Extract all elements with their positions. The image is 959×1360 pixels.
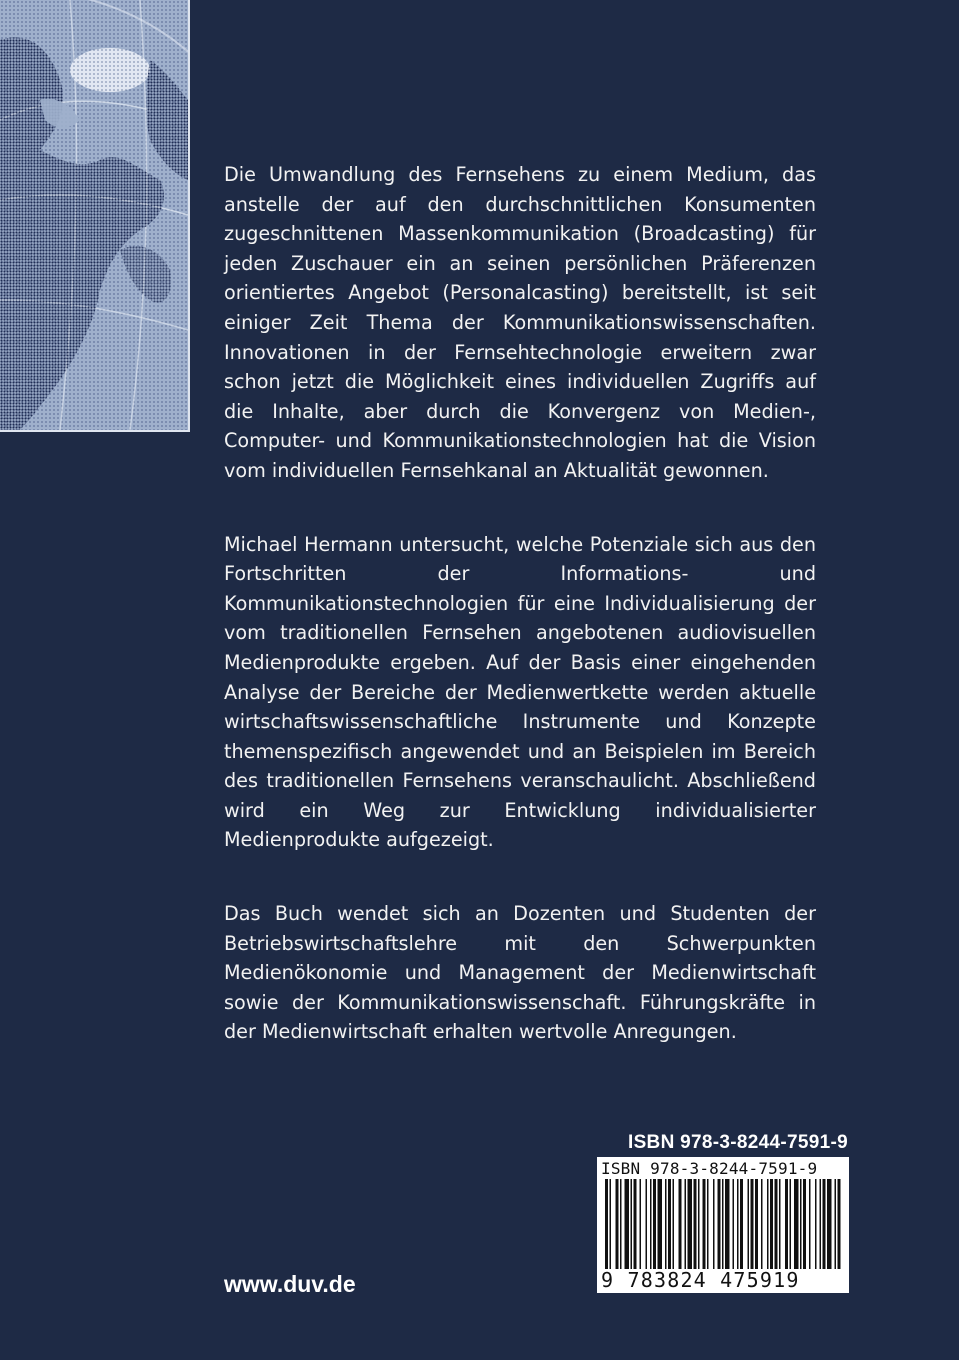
barcode-bar (640, 1179, 642, 1275)
barcode-bar (761, 1179, 763, 1275)
barcode-bar (685, 1179, 687, 1275)
barcode-bar (790, 1179, 792, 1275)
barcode-bar (775, 1179, 778, 1275)
barcode-bar (718, 1179, 721, 1275)
barcode-digits: 9 783824 475919 (601, 1269, 845, 1291)
isbn-barcode (597, 1157, 849, 1293)
barcode-bar (610, 1179, 612, 1275)
barcode-bar (737, 1179, 739, 1275)
barcode-bar (794, 1179, 799, 1275)
barcode-bar (809, 1179, 811, 1275)
barcode-bar (823, 1179, 826, 1275)
barcode-bar (722, 1179, 724, 1275)
barcode-bar (779, 1179, 781, 1275)
publisher-url: www.duv.de (224, 1271, 356, 1297)
barcode-bar (673, 1179, 675, 1275)
barcode-bar (679, 1179, 682, 1275)
barcode-bar (733, 1179, 735, 1275)
barcode-bar (755, 1179, 758, 1275)
barcode-bar (665, 1179, 667, 1275)
barcode-bar (620, 1179, 622, 1275)
barcode-bar (815, 1179, 817, 1275)
description-paragraph: Das Buch wendet sich an Dozenten und Studenten der Betriebswirtschaftslehre mit den Schwerpunkten Medienökonomie und Management der Medienwirtschaft sowie der Kommunikationswissenschaft. Führungskräfte in der Medienwirtschaft erhalten wertvolle Anregungen. (224, 902, 816, 1044)
barcode-bar (751, 1179, 754, 1275)
barcode-bar (713, 1179, 715, 1275)
barcode-bar (827, 1179, 832, 1275)
barcode-bar (740, 1179, 743, 1275)
description-text (224, 160, 816, 1091)
barcode-bar (625, 1179, 630, 1275)
barcode-bar (698, 1179, 700, 1275)
barcode-bar (767, 1179, 769, 1275)
barcode-bar (605, 1179, 608, 1275)
isbn-label: ISBN 978-3-8244-7591-9 (628, 1132, 848, 1153)
globe-illustration (0, 0, 190, 432)
barcode-isbn-text: ISBN 978-3-8244-7591-9 (601, 1159, 818, 1178)
description-paragraph: Die Umwandlung des Fernsehens zu einem Medium, das anstelle der auf den durchschnittlichen Konsumenten zugeschnittenen Massenkommunikation (Broadcasting) für jeden Zuschauer ein an seinen persönlichen Präferenzen orientiertes Angebot (Personalcasting) bereitstellt, ist seit einiger Zeit Thema der Kommunikationswissenschaften. Innovationen in der Fernsehtechnologie erweitern zwar schon jetzt die Möglichkeit eines individuellen Zugriffs auf die Inhalte, aber durch die Konvergenz von Medien-, Computer- und Kommunikationstechnologien hat die Vision vom individuellen Fernsehkanal an Aktualität gewonnen. (224, 163, 816, 482)
barcode-bar (631, 1179, 633, 1275)
barcode-bar (838, 1179, 841, 1275)
barcode-bar (688, 1179, 693, 1275)
barcode-bar (634, 1179, 637, 1275)
description-paragraph: Michael Hermann untersucht, welche Potenziale sich aus den Fortschritten der Informations- und Kommunikationstechnologien für eine Individualisierung der vom traditionellen Fernsehen angebotenen audiovisuellen Medienprodukte ergeben. Auf der Basis einer eingehenden Analyse der Bereiche der Medienwertkette werden aktuelle wirtschaftswissenschaftliche Instrumente und Konzepte themenspezifisch angewendet und an Beispielen im Bereich des traditionellen Fernsehens veranschaulicht. Abschließend wird ein Weg zur Entwicklung individualisierter Medienprodukte aufgezeigt. (224, 532, 816, 852)
barcode-bars (597, 1179, 849, 1275)
barcode-bar (820, 1179, 822, 1275)
barcode-bar (800, 1179, 802, 1275)
barcode-bar (653, 1179, 656, 1275)
barcode-bar (785, 1179, 788, 1275)
barcode-bar (770, 1179, 773, 1275)
barcode-bar (646, 1179, 648, 1275)
barcode-bar (748, 1179, 750, 1275)
barcode-bar (835, 1179, 837, 1275)
barcode-bar (694, 1179, 697, 1275)
barcode-bar (650, 1179, 652, 1275)
barcode-bar (725, 1179, 730, 1275)
barcode-bar (803, 1179, 806, 1275)
barcode-bar (658, 1179, 663, 1275)
barcode-bar (668, 1179, 671, 1275)
barcode-bar (707, 1179, 709, 1275)
barcode-bar (703, 1179, 706, 1275)
barcode-bar (616, 1179, 619, 1275)
